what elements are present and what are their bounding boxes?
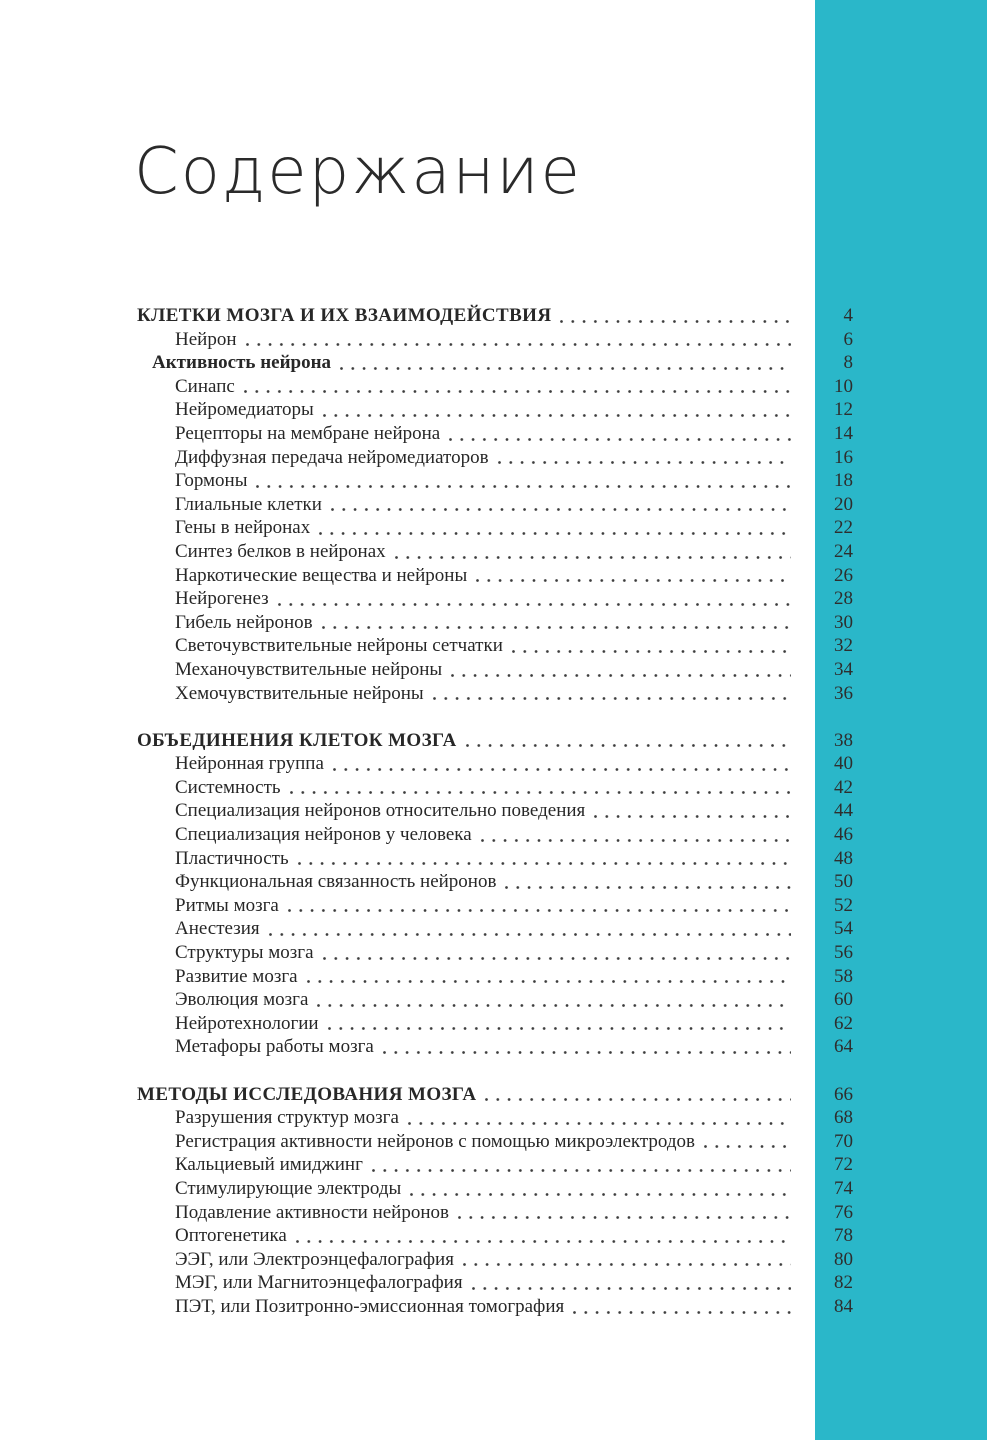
toc-entry-label: Нейромедиаторы xyxy=(175,399,314,421)
toc-page-number: 28 xyxy=(834,588,853,610)
dot-leader xyxy=(408,1177,791,1201)
toc-entry-label: Рецепторы на мембране нейрона xyxy=(175,422,441,444)
toc-page-number: 44 xyxy=(834,800,853,822)
toc-entry-label: Диффузная передача нейромедиаторов xyxy=(175,446,489,468)
toc-entry-label: Специализация нейронов относительно поведения xyxy=(175,800,586,822)
toc-row xyxy=(137,776,853,800)
toc-entry-label: Подавление активности нейронов xyxy=(175,1201,449,1223)
dot-leader xyxy=(244,328,792,352)
toc-entry-label: МЭГ, или Магнитоэнцефалография xyxy=(175,1272,463,1294)
toc-row xyxy=(137,469,853,493)
toc-page-number: 62 xyxy=(834,1012,853,1034)
dot-leader xyxy=(449,658,791,682)
toc-entry-label: Синапс xyxy=(175,375,235,397)
toc-page-number: 82 xyxy=(834,1272,853,1294)
dot-leader xyxy=(305,965,791,989)
toc-page-number: 10 xyxy=(834,375,853,397)
toc-section-title: КЛЕТКИ МОЗГА И ИХ ВЗАИМОДЕЙСТВИЯ xyxy=(137,305,552,326)
dot-leader xyxy=(503,870,791,894)
toc-row xyxy=(137,1177,853,1201)
toc-page-number: 60 xyxy=(834,989,853,1011)
toc-page-number: 54 xyxy=(834,918,853,940)
toc-entry-label: Нейрон xyxy=(175,328,237,350)
dot-leader xyxy=(571,1295,791,1319)
dot-leader xyxy=(461,1248,791,1272)
dot-leader xyxy=(338,351,791,375)
dot-leader xyxy=(267,917,791,941)
toc-entry-label: Механочувствительные нейроны xyxy=(175,658,443,680)
toc-row xyxy=(137,1201,853,1225)
toc-page-number: 40 xyxy=(834,753,853,775)
dot-leader xyxy=(286,894,791,918)
toc-entry-label: Нейронная группа xyxy=(175,753,324,775)
toc-entry-label: Нейрогенез xyxy=(175,588,269,610)
toc-row xyxy=(137,1035,853,1059)
toc-row xyxy=(137,1248,853,1272)
toc-row xyxy=(137,587,853,611)
dot-leader xyxy=(474,564,791,588)
toc-section xyxy=(137,1083,853,1319)
dot-leader xyxy=(331,752,791,776)
dot-leader xyxy=(431,682,791,706)
toc-page-number: 8 xyxy=(843,352,853,374)
toc-page-number: 72 xyxy=(834,1154,853,1176)
toc-page-number: 68 xyxy=(834,1107,853,1129)
toc-entry-label: Гибель нейронов xyxy=(175,611,313,633)
toc-row xyxy=(137,870,853,894)
toc-entry-label: Системность xyxy=(175,776,281,798)
toc-row xyxy=(137,328,853,352)
toc-row xyxy=(137,1224,853,1248)
dot-leader xyxy=(329,493,791,517)
toc-page-number: 12 xyxy=(834,399,853,421)
dot-leader xyxy=(702,1130,791,1154)
toc-page-number: 26 xyxy=(834,564,853,586)
toc-entry-label: Ритмы мозга xyxy=(175,894,279,916)
toc-section xyxy=(137,304,853,705)
toc-row xyxy=(137,1130,853,1154)
toc-page-number: 6 xyxy=(843,328,853,350)
toc-row xyxy=(137,1106,853,1130)
toc-page-number: 18 xyxy=(834,470,853,492)
dot-leader xyxy=(288,776,791,800)
toc-entry-label: Глиальные клетки xyxy=(175,493,322,515)
dot-leader xyxy=(406,1106,791,1130)
toc-page-number: 24 xyxy=(834,540,853,562)
toc-page-number: 80 xyxy=(834,1248,853,1270)
toc-page-number: 64 xyxy=(834,1036,853,1058)
toc-row xyxy=(137,729,853,753)
toc-row xyxy=(137,564,853,588)
toc-row xyxy=(137,823,853,847)
dot-leader xyxy=(558,304,791,328)
toc-row xyxy=(137,941,853,965)
toc-entry-label: ПЭТ, или Позитронно-эмиссионная томография xyxy=(175,1295,565,1317)
toc-row xyxy=(137,988,853,1012)
dot-leader xyxy=(496,446,791,470)
toc-entry-label: Развитие мозга xyxy=(175,965,298,987)
toc-row xyxy=(137,894,853,918)
toc-row xyxy=(137,516,853,540)
toc-row xyxy=(137,682,853,706)
toc-entry-label: Регистрация активности нейронов с помощью микроэлектродов xyxy=(175,1130,695,1152)
toc-row xyxy=(137,1083,853,1107)
dot-leader xyxy=(254,469,791,493)
toc-page-number: 4 xyxy=(843,305,853,326)
toc-entry-label: Пластичность xyxy=(175,847,289,869)
toc-entry-label: Метафоры работы мозга xyxy=(175,1036,374,1058)
toc-row xyxy=(137,917,853,941)
toc-row xyxy=(137,446,853,470)
toc-entry-label: Структуры мозга xyxy=(175,942,314,964)
toc-page-number: 46 xyxy=(834,824,853,846)
dot-leader xyxy=(592,799,791,823)
toc-entry-label: ЭЭГ, или Электроэнцефалография xyxy=(175,1248,454,1270)
toc-page-number: 74 xyxy=(834,1177,853,1199)
toc-row xyxy=(137,1153,853,1177)
dot-leader xyxy=(510,634,791,658)
toc-row xyxy=(137,351,853,375)
toc-row xyxy=(137,752,853,776)
toc-row xyxy=(137,1012,853,1036)
toc-entry-label: Нейротехнологии xyxy=(175,1012,319,1034)
table-of-contents xyxy=(137,304,853,1319)
toc-row xyxy=(137,422,853,446)
toc-row xyxy=(137,634,853,658)
toc-row xyxy=(137,658,853,682)
toc-page-number: 16 xyxy=(834,446,853,468)
toc-page-number: 30 xyxy=(834,611,853,633)
dot-leader xyxy=(294,1224,791,1248)
toc-page-number: 58 xyxy=(834,965,853,987)
toc-row xyxy=(137,1295,853,1319)
dot-leader xyxy=(370,1153,791,1177)
toc-entry-label: Гормоны xyxy=(175,470,248,492)
toc-page-number: 52 xyxy=(834,894,853,916)
toc-row xyxy=(137,965,853,989)
dot-leader xyxy=(321,941,791,965)
toc-page-number: 48 xyxy=(834,847,853,869)
toc-page-number: 66 xyxy=(834,1083,853,1105)
dot-leader xyxy=(381,1035,791,1059)
dot-leader xyxy=(321,398,791,422)
toc-entry-label: Активность нейрона xyxy=(152,352,332,374)
page-title: Содержание xyxy=(134,135,582,209)
toc-page-number: 20 xyxy=(834,493,853,515)
dot-leader xyxy=(317,516,791,540)
toc-page-number: 36 xyxy=(834,682,853,704)
toc-row xyxy=(137,611,853,635)
toc-row xyxy=(137,540,853,564)
dot-leader xyxy=(326,1012,791,1036)
toc-row xyxy=(137,493,853,517)
toc-entry-label: Стимулирующие электроды xyxy=(175,1177,402,1199)
toc-entry-label: Специализация нейронов у человека xyxy=(175,824,472,846)
toc-section xyxy=(137,729,853,1059)
toc-row xyxy=(137,1271,853,1295)
toc-row xyxy=(137,398,853,422)
toc-entry-label: Светочувствительные нейроны сетчатки xyxy=(175,635,503,657)
toc-page-number: 34 xyxy=(834,658,853,680)
toc-page-number: 22 xyxy=(834,517,853,539)
toc-row xyxy=(137,799,853,823)
toc-page-number: 84 xyxy=(834,1295,853,1317)
dot-leader xyxy=(470,1271,791,1295)
toc-page-number: 38 xyxy=(834,729,853,751)
toc-page-number: 56 xyxy=(834,942,853,964)
dot-leader xyxy=(276,587,791,611)
toc-page-number: 32 xyxy=(834,635,853,657)
toc-entry-label: Синтез белков в нейронах xyxy=(175,540,386,562)
dot-leader xyxy=(393,540,791,564)
toc-entry-label: Оптогенетика xyxy=(175,1225,287,1247)
dot-leader xyxy=(320,611,791,635)
toc-page-number: 42 xyxy=(834,776,853,798)
dot-leader xyxy=(315,988,791,1012)
dot-leader xyxy=(242,375,791,399)
toc-page-number: 50 xyxy=(834,871,853,893)
toc-row xyxy=(137,847,853,871)
toc-page-number: 78 xyxy=(834,1225,853,1247)
dot-leader xyxy=(479,823,791,847)
toc-section-title: МЕТОДЫ ИССЛЕДОВАНИЯ МОЗГА xyxy=(137,1083,477,1105)
dot-leader xyxy=(456,1201,791,1225)
dot-leader xyxy=(464,729,791,753)
toc-entry-label: Анестезия xyxy=(175,918,260,940)
toc-entry-label: Хемочувствительные нейроны xyxy=(175,682,424,704)
toc-entry-label: Разрушения структур мозга xyxy=(175,1107,399,1129)
dot-leader xyxy=(447,422,791,446)
toc-section-title: ОБЪЕДИНЕНИЯ КЛЕТОК МОЗГА xyxy=(137,729,457,751)
toc-entry-label: Функциональная связанность нейронов xyxy=(175,871,497,893)
toc-entry-label: Кальциевый имиджинг xyxy=(175,1154,363,1176)
dot-leader xyxy=(483,1083,791,1107)
toc-page-number: 14 xyxy=(834,422,853,444)
toc-entry-label: Наркотические вещества и нейроны xyxy=(175,564,468,586)
toc-page-number: 76 xyxy=(834,1201,853,1223)
toc-page-number: 70 xyxy=(834,1130,853,1152)
dot-leader xyxy=(296,847,791,871)
toc-entry-label: Гены в нейронах xyxy=(175,517,311,539)
toc-row xyxy=(137,375,853,399)
toc-row xyxy=(137,304,853,328)
toc-entry-label: Эволюция мозга xyxy=(175,989,309,1011)
